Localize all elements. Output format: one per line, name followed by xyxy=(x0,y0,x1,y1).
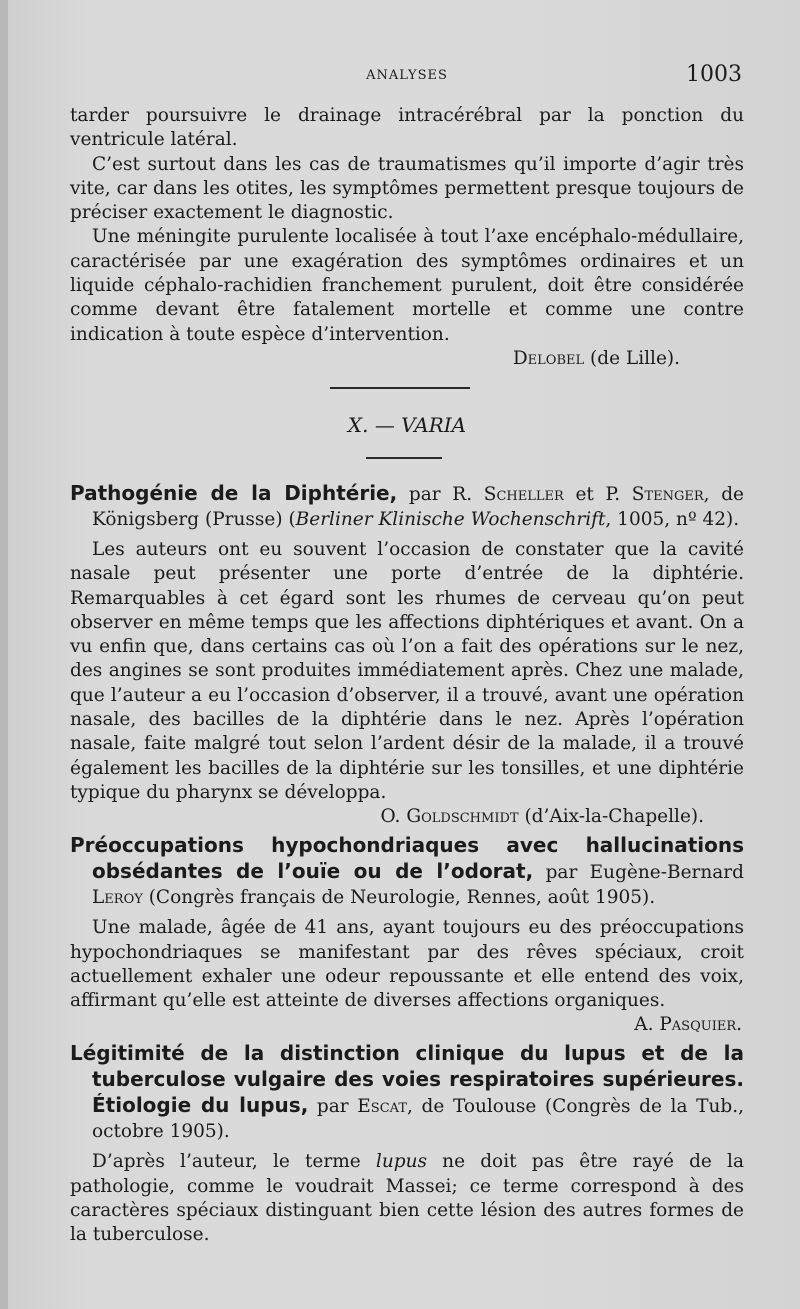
author-name: Scheller xyxy=(483,483,564,505)
authors-joiner: et P. xyxy=(563,483,632,505)
author-name: Stenger xyxy=(631,483,704,505)
article-heading xyxy=(70,481,744,532)
signature-initial: A. xyxy=(634,1014,660,1036)
author-name: Escat xyxy=(357,1096,407,1118)
article-signature xyxy=(70,805,744,829)
article-signature xyxy=(70,1013,744,1037)
authors-prefix: par R. xyxy=(397,483,484,505)
divider-bottom xyxy=(366,457,442,459)
article-title: Légitimité de la distinction clinique du lupus et de la tuberculose vulgaire des voies respiratoires supérieures. Étiologie du lupus, xyxy=(70,1041,744,1118)
signature-delobel xyxy=(70,347,744,371)
reference: , de Toulouse (Congrès de la Tub., octobre 1905). xyxy=(92,1096,744,1143)
signature-name: Delobel xyxy=(512,347,585,369)
article-body: Les auteurs ont eu souvent l’occasion de constater que la cavité nasale peut présenter une porte d’entrée de la diphtérie. Remarquables à cet égard sont les rhumes de cerveau qu’on peut observer en même temps que les affections diphtériques et avant. On a vu enfin que, dans certains cas où l’on a fait des opérations sur le nez, des angines se sont produites immédiatement après. Chez une malade, que l’auteur a eu l’occasion d’observer, il a trouvé, avant une opération nasale, des bacilles de la diphtérie dans le nez. Après l’opération nasale, faite malgré tout selon l’ardent désir de la malade, il a trouvé également les bacilles de la diphtérie sur les tonsilles, et une diphtérie typique du pharynx se développa. xyxy=(70,538,744,803)
body-emphasis: lupus xyxy=(375,1151,427,1173)
signature-initial: O. xyxy=(380,806,407,828)
article-body: Une malade, âgée de 41 ans, ayant toujours eu des préoccupations hypochondriaques se manifestant par des rêves spéciaux, croit actuellement exhaler une odeur repoussante et elle entend des voix, affirmant qu’elle est atteinte de diverses affections organiques. xyxy=(70,917,744,1012)
article-heading xyxy=(70,1041,744,1144)
article-body xyxy=(70,1150,744,1247)
running-header xyxy=(70,64,744,104)
signature-name: Pasquier. xyxy=(659,1014,742,1036)
article-lupus xyxy=(70,1041,744,1247)
divider-top xyxy=(330,387,470,389)
intro-paragraph-3: Une méningite purulente localisée à tout l’axe encéphalo-médullaire, caractérisée par une exagération des symptômes ordinaires et un liquide céphalo-rachidien franchement purulent, doit être considérée comme devant être fatalement mortelle et comme une contre indication à toute espèce d’intervention. xyxy=(70,226,744,345)
scanned-page xyxy=(8,0,800,1309)
article-preoccupations xyxy=(70,833,744,1037)
reference-prefix: , de Königsberg (Prusse) ( xyxy=(92,483,745,530)
signature-name: Goldschmidt xyxy=(406,806,519,828)
page-content xyxy=(70,64,744,1248)
reference-suffix: , 1005, nº 42). xyxy=(605,508,740,530)
running-title: ANALYSES xyxy=(366,68,448,83)
intro-paragraph-1: tarder poursuivre le drainage intracérébral par la ponction du ventricule latéral. xyxy=(70,105,744,151)
intro-paragraph-2: C’est surtout dans les cas de traumatismes qu’il importe d’agir très vite, car dans les otites, les symptômes permettent presque toujours de préciser exactement le diagnostic. xyxy=(70,153,744,224)
body-text: D’après l’auteur, le terme xyxy=(92,1151,376,1173)
journal-title: Berliner Klinische Wochenschrift xyxy=(295,508,606,530)
signature-place: (de Lille). xyxy=(584,347,680,369)
body-text: ne doit pas être rayé de la pathologie, comme le voudrait Massei; ce terme correspond à des caractères spéciaux distinguant bien cette lésion des autres formes de la tuberculose. xyxy=(70,1151,744,1246)
reference: (Congrès français de Neurologie, Rennes, août 1905). xyxy=(142,887,656,909)
authors-prefix: par Eugène-Bernard xyxy=(533,862,744,884)
signature-place: (d’Aix-la-Chapelle). xyxy=(518,806,704,828)
article-title: Préoccupations hypochondriaques avec hallucinations obsédantes de l’ouïe ou de l’odorat, xyxy=(70,833,744,884)
article-title: Pathogénie de la Diphtérie, xyxy=(70,480,398,505)
article-diphterie xyxy=(70,481,744,829)
authors-prefix: par xyxy=(308,1096,358,1118)
page-number: 1003 xyxy=(686,62,742,87)
article-heading xyxy=(70,833,744,910)
author-name: Leroy xyxy=(92,887,143,909)
section-title: X. — VARIA xyxy=(347,412,467,437)
